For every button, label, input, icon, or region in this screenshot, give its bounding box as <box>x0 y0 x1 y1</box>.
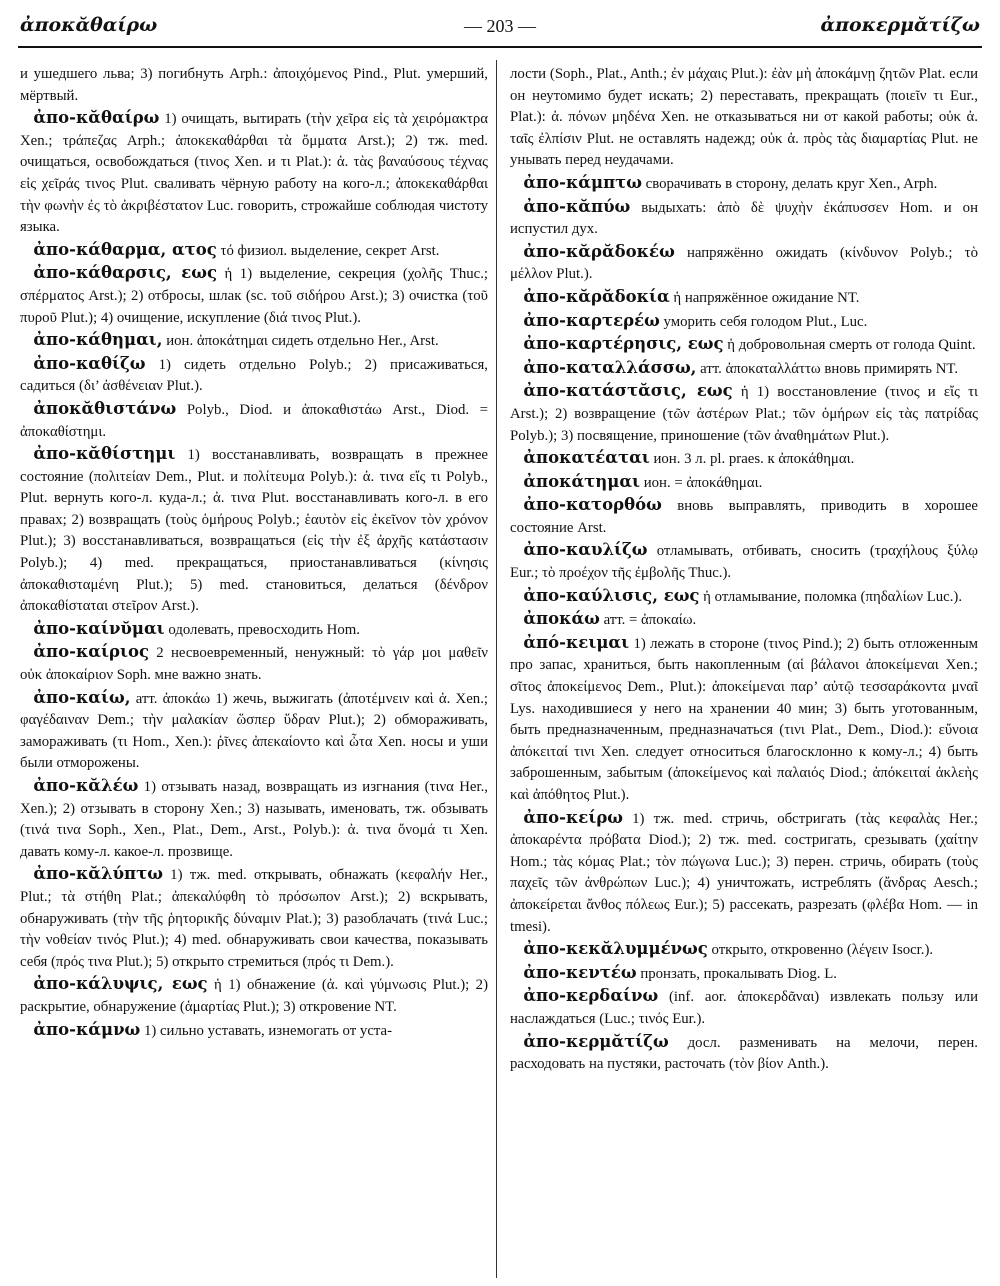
entry-definition: и ушедшего льва; 3) погибнуть Arph.: ἀποιχόμενος Pind., Plut. умерший, мёртвый. <box>20 66 488 104</box>
entry-headword: ἀπο-κάλυψις, εως <box>33 974 208 994</box>
dictionary-entry <box>510 333 978 357</box>
entry-definition: (inf. aor. ἀποκερδᾶναι) извлекать пользу или наслаждаться (Luc.; τινός Eur.). <box>510 989 978 1027</box>
entry-definition: τό физиол. выделение, секрет Arst. <box>216 242 440 259</box>
dictionary-entry <box>510 196 978 241</box>
entry-headword: ἀπο-κερδαίνω <box>523 986 659 1006</box>
entry-definition: вновь выправлять, приводить в хорошее состояние Arst. <box>510 498 978 536</box>
entry-headword: ἀπο-καίριος <box>33 642 149 662</box>
entry-definition: ион. ἀποκάτημαι сидеть отдельно Her., Arst. <box>162 333 439 350</box>
dictionary-entry <box>510 807 978 939</box>
dictionary-entry <box>20 107 488 239</box>
entry-headword: ἀπο-καίω, <box>33 687 131 707</box>
dictionary-entry <box>20 329 488 353</box>
dictionary-entry <box>510 62 978 172</box>
entry-definition: ἡ отламывание, поломка (πηδαλίων Luc.). <box>699 588 963 605</box>
entry-headword: ἀπο-κεκᾰλυμμένως <box>523 939 708 959</box>
entry-definition: напряжённо ожидать (κίνδυνον Polyb.; τὸ μέλλον Plut.). <box>510 244 978 283</box>
entry-definition: лости (Soph., Plat., Anth.; ἐν μάχαις Plut.): ἐὰν μὴ ἀποκάμνῃ ζητῶν Plat. если он неутомимо будет искать; 2) переставать, прекращать (ποιεῖν τι Eur., Plat.): ἀ. πόνων μηδένα Xen. не отказываться ни от какой работы; οὐκ ἀ. ταῖς ἐλπίσιν Plut. не оставлять надежд; οὐκ ἀ. πρὸς τὰς διαμαρτίας Plut. не унывать перед неудачами. <box>510 66 978 169</box>
dictionary-entry <box>510 471 978 495</box>
entry-headword: ἀποκάω <box>523 609 600 629</box>
entry-definition: ион. = ἀποκάθημαι. <box>640 474 763 491</box>
entry-definition: 1) сильно уставать, изнемогать от уста- <box>140 1022 393 1039</box>
dictionary-entry <box>20 687 488 775</box>
entry-definition: ион. 3 л. pl. praes. к ἀποκάθημαι. <box>649 451 855 468</box>
entry-definition: 1) тж. med. стричь, обстригать (τὰς κεφαλὰς Her.; ἀποκαρέντα πρόβατα Diod.); 2) тж. med. состригать, срезывать (χαίτην Hom.; τὰς κόμας Plat.; τὸν πώγωνα Luc.); 3) перен. стричь, обирать (τοὺς παχεῖς τῶν ἀνθρώπων Luc.); 4) уничтожать, истреблять (ἄνδρας Aesch.; ἀποκείρεται ἄνθος πόλεως Eur.); 5) рассекать, разрезать (φλέβα Hom. — in tmesi). <box>510 810 978 935</box>
entry-definition: 1) отзывать назад, возвращать из изгнания (τινα Her., Xen.); 2) отзывать в сторону Xen.; 3) называть, именовать, тж. обзывать (τινά τινα Soph., Xen., Plat., Dem., Arst., Polyb.): ἀ. τινα ὄνομά τι Xen. давать кому-л. какое-л. прозвище. <box>20 779 488 860</box>
entry-headword: ἀπο-κάμνω <box>33 1019 141 1039</box>
entry-definition: 1) очищать, вытирать (τὴν χεῖρα εἰς τὰ χειρόμακτρα Xen.; τράπεζας Arph.; ἀποκεκαθάρθαι τὰ ὄμματα Arst.); 2) тж. med. очищаться, освобождаться (τινος Xen. и τι Plat.): ἀ. τὰς βαναύσους τέχνας εἰς χεῖράς τινος Plut. сваливать чёрную работу на кого-л.; ἀποκεκαθάρθαι τὴν φωνὴν ἐς τὸ ἀκριβέστατον Luc. говорить, строжайше соблюдая чистоту языка. <box>20 111 488 236</box>
page-header <box>18 12 982 48</box>
dictionary-entry <box>510 447 978 471</box>
dictionary-entry <box>20 863 488 973</box>
entry-definition: открыто, откровенно (λέγειν Isocr.). <box>707 942 934 959</box>
entry-headword: ἀπο-κερμᾰτίζω <box>523 1031 669 1051</box>
dictionary-entry <box>510 632 978 807</box>
entry-definition: уморить себя голодом Plut., Luc. <box>659 313 868 330</box>
entry-headword: ἀπο-καρτερέω <box>523 310 660 330</box>
dictionary-entry <box>510 985 978 1030</box>
entry-headword: ἀπο-κᾰθίστημι <box>33 444 176 464</box>
entry-headword: ἀπο-κᾰρᾰδοκέω <box>523 241 675 261</box>
entry-headword: ἀποκᾰθιστάνω <box>33 398 177 418</box>
dictionary-entry <box>510 494 978 539</box>
dictionary-entry <box>510 310 978 334</box>
entry-definition: ἡ добровольная смерть от голода Quint. <box>723 337 976 354</box>
entry-headword: ἀπο-καταλλάσσω, <box>523 357 697 377</box>
entry-definition: одолевать, превосходить Hom. <box>164 621 360 638</box>
entry-headword: ἀπο-καύλισις, εως <box>523 585 700 605</box>
right-column <box>510 62 978 1278</box>
entry-headword: ἀπο-κάμπτω <box>523 172 642 192</box>
entry-headword: ἀπο-κᾰθαίρω <box>33 108 160 128</box>
dictionary-entry <box>20 443 488 618</box>
dictionary-entry <box>510 357 978 381</box>
dictionary-entry <box>20 62 488 107</box>
left-column <box>20 62 488 1278</box>
dictionary-entry <box>510 539 978 584</box>
entry-definition: Polyb., Diod. и ἀποκαθιστάω Arst., Diod. = ἀποκαθίστημι. <box>20 401 488 440</box>
dictionary-entry <box>20 641 488 686</box>
entry-headword: ἀποκάτημαι <box>523 471 641 491</box>
dictionary-entry <box>20 1019 488 1043</box>
entry-definition: ἡ 1) восстановление (τινος и εἴς τι Arst.); 2) возвращение (τῶν ἀστέρων Plat.; τῶν ὁμήρων εἰς τὰς πατρίδας Polyb.); 3) посвящение, приношение (τῶν ἀναθημάτων Plut.). <box>510 384 978 444</box>
entry-headword: ἀπο-κάθημαι, <box>33 330 163 350</box>
dictionary-entry <box>510 380 978 447</box>
dictionary-entry <box>20 239 488 263</box>
dictionary-entry <box>510 1031 978 1076</box>
dictionary-entry <box>510 286 978 310</box>
dictionary-entry <box>20 398 488 443</box>
column-divider <box>496 60 497 1278</box>
dictionary-entry <box>20 973 488 1018</box>
entry-definition: ἡ 1) выделение, секреция (χολῆς Thuc.; σπέρματος Arst.); 2) отбросы, шлак (sc. τοῦ σιδήρου Arst.); 3) очистка (τοῦ πυροῦ Plut.); 4) очищение, искупление (διά τινος Plut.). <box>20 266 488 326</box>
entry-headword: ἀπο-καυλίζω <box>523 540 648 560</box>
entry-headword: ἀπο-κᾰλέω <box>33 776 139 795</box>
entry-definition: 1) лежать в стороне (τινος Pind.); 2) быть отложенным про запас, храниться, быть накопленным (αἱ βάλανοι ἀποκείμεναι Xen.; σῖτος ἀποκείμενος Dem., Plut.): ἀποκείμεναι παρ’ αὐτῷ τεσσαράκοντα μναῖ Lys. находившиеся у него на хранении 40 мин; 3) быть уготованным, быть предназначенным, предназначаться (τινι Plat., Dem., Diod.): εὔνοια ἀπόκειταί τινι Xen. следует относиться благосклонно к кому-л.; 4) быть заброшенным, забытым (ἀποκείμενος καὶ παλαιός Diod.; ἀπόκειταί ἀκλεὴς καὶ ἀπόθητος Plut.). <box>510 635 978 803</box>
entry-headword: ἀπο-καίνῠμαι <box>33 618 165 638</box>
entry-definition: атт. ἀποκαταλλάττω вновь примирять NT. <box>696 360 959 377</box>
dictionary-entry <box>510 241 978 286</box>
dictionary-entry <box>20 353 488 398</box>
entry-headword: ἀπο-κεντέω <box>523 962 637 982</box>
entry-definition: ἡ напряжённое ожидание NT. <box>669 289 860 306</box>
entry-headword: ἀπο-κείρω <box>523 807 624 827</box>
entry-definition: 2 несвоевременный, ненужный: τὸ γάρ μοι μαθεῖν οὐκ ἀποκαίριον Soph. мне важно знать. <box>20 645 488 684</box>
dictionary-entry <box>510 938 978 962</box>
entry-headword: ἀπο-κᾰλύπτω <box>33 864 163 884</box>
dictionary-entry <box>510 962 978 986</box>
entry-headword: ἀπο-κατάστᾰσις, εως <box>523 381 733 401</box>
left-running-headword: ἀποκᾰθαίρω <box>20 14 158 36</box>
entry-definition: досл. разменивать на мелочи, перен. расходовать на пустяки, расточать (τὸν βίον Anth.). <box>510 1034 978 1073</box>
entry-headword: ἀπο-κατορθόω <box>523 495 662 515</box>
entry-definition: пронзать, прокалывать Diog. L. <box>636 965 837 982</box>
entry-definition: ἡ 1) обнажение (ἀ. καὶ γύμνωσις Plut.); 2) раскрытие, обнаружение (ἁμαρτίας Plut.); 3) откровение NT. <box>20 977 488 1015</box>
entry-headword: ἀπο-κᾰπύω <box>523 196 631 216</box>
entry-definition: 1) тж. med. открывать, обнажать (κεφαλήν Her., Plut.; τὰ στήθη Plat.; ἀπεκαλύφθη τὸ πρόσωπον Arst.); 2) вскрывать, обнаруживать (τὴν τῆς ῥητορικῆς δύναμιν Plat.); 3) разоблачать (τινά Luc.; τὴν νοθείαν τινός Plut.); 4) med. обнаруживать свои качества, показывать себя (πρός τινα Plut.); 5) открыто стремиться (πρός τι Dem.). <box>20 867 488 970</box>
dictionary-entry <box>20 262 488 329</box>
entry-headword: ἀποκατέαται <box>523 448 650 468</box>
entry-headword: ἀπο-κᾰρᾰδοκία <box>523 286 670 306</box>
entry-definition: атт. ἀποκάω 1) жечь, выжигать (ἀποτέμνειν καὶ ἀ. Xen.; φαγέδαιναν Dem.; τὴν μαλακίαν ὥσπερ ὕδραν Plut.); 2) обмораживать, замораживать (τι Hom., Xen.): ῥῖνες ἀπεκαίοντο καὶ ὦτα Xen. носы и уши были отморожены. <box>20 690 488 772</box>
right-running-headword: ἀποκερμᾰτίζω <box>820 14 980 36</box>
dictionary-entry <box>510 585 978 609</box>
entry-definition: выдыхать: ἀπὸ δὲ ψυχὴν ἐκάπυσσεν Hom. и он испустил дух. <box>510 199 978 238</box>
dictionary-entry <box>20 775 488 863</box>
entry-headword: ἀπο-καθίζω <box>33 353 146 373</box>
dictionary-entry <box>510 608 978 632</box>
entry-definition: атт. = ἀποκαίω. <box>599 612 697 629</box>
entry-headword: ἀπο-κάθαρμα, ατος <box>33 239 217 259</box>
entry-definition: 1) восстанавливать, возвращать в прежнее состояние (πολιτείαν Dem., Plut. и πολίτευμα Polyb.): ἀ. τινα εἴς τι Polyb., Plut. вернуть кого-л. куда-л.; ἀ. τινα Plut. восстанавливать кого-л. в его правах; 2) возвращать (τοὺς ὁμήρους Polyb.; ἑαυτὸν εἰς ἐκεῖνον τὸν χρόνον Plut.); 3) восстанавливаться, возвращаться (εἰς τὴν ἐξ ἀρχῆς κατάστασιν Polyb.); 4) med. прекращаться, приостанавливаться (κίνησις ἀποκαθισταμένη Plut.); 5) med. становиться, делаться (δένδρον ἀποκαθίσταται στεῖρον Arst.). <box>20 447 488 615</box>
entry-definition: 1) сидеть отдельно Polyb.; 2) присаживаться, садиться (δι’ ἀσθένειαν Plut.). <box>20 356 488 395</box>
entry-definition: сворачивать в сторону, делать круг Xen., Arph. <box>641 175 938 192</box>
dictionary-entry <box>510 172 978 196</box>
entry-headword: ἀπο-κάθαρσις, εως <box>33 263 217 283</box>
entry-definition: отламывать, отбивать, сносить (τραχήλους ξύλῳ Eur.; τὸ προέχον τῆς ἐμβολῆς Thuc.). <box>510 543 978 582</box>
entry-headword: ἀπό-κειμαι <box>523 632 630 652</box>
page-number: — 203 — <box>464 16 536 36</box>
dictionary-entry <box>20 618 488 642</box>
entry-headword: ἀπο-καρτέρησις, εως <box>523 334 724 354</box>
